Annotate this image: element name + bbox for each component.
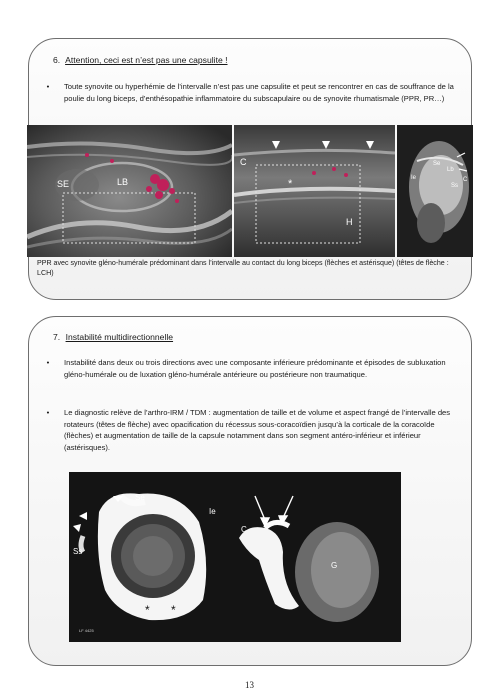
section-6-card [28,38,472,300]
section-7-bullet-2 [37,407,457,453]
section-6-number: 6. [53,55,61,65]
ct-label-c: C [241,525,247,534]
ct-label-g: G [331,561,338,570]
mri-label-c: C [463,177,468,183]
section-7-card [28,316,472,666]
arthro-ct-image [69,472,401,642]
ct-label-ss: Ss [73,547,83,556]
section-7-bullet-2-text: Le diagnostic relève de l’arthro-IRM / TDM : augmentation de taille et de volume et aspect frangé de l’intervalle des rotateurs (têtes de flèche) avec opacification du récessus sous-coracoïdien jusqu’à la corticale de la coracoïde (flèches) et augmentation de taille de la capsule notamment dans son segment antéro-inférieur et inférieur (astérisques). [64,408,451,452]
section-7-bullet-1-text: Instabilité dans deux ou trois directions avec une composante inférieure prédominante et épisodes de subluxation gléno-humérale ou de luxation gléno-humérale antérieure ou postérieure non traumatique. [64,358,446,379]
us2-label-h: H [346,217,353,227]
section-6-heading [53,55,228,65]
section-6-caption: PPR avec synovite gléno-humérale prédominant dans l’intervalle au contact du long biceps (flèches et astérisque) (têtes de flèche : LCH) [37,259,449,278]
section-6-bullet-text: Toute synovite ou hyperhémie de l’intervalle n’est pas une capsulite et peut se rencontrer en cas de souffrance de la poulie du long biceps, d’enthésopathie inflammatoire du subscapulaire ou de synovite rhumatismale (PPR, PR…) [64,82,454,103]
section-7-title: Instabilité multidirectionnelle [65,332,174,342]
section-7-number: 7. [53,332,61,342]
us2-label-c: C [240,157,247,167]
ct-stamp: LF 4425 [79,628,94,633]
us1-label-lb: LB [117,177,129,187]
mri-image [397,125,473,257]
ct-label-star-1: * [145,603,150,617]
mri-label-ie: Ie [411,175,417,181]
mri-label-se: Se [433,161,441,167]
bullet-marker: • [46,82,50,91]
ultrasound-image-1 [27,125,232,257]
us1-label-se: SE [57,179,70,189]
ultrasound-image-2 [234,125,395,257]
bullet-marker: • [46,358,50,367]
mri-label-ss: Ss [451,183,459,189]
section-7-heading [53,332,173,342]
page-number: 13 [245,680,254,690]
bullet-marker: • [46,408,50,417]
ct-label-se: Se [135,493,145,502]
section-7-bullet-1 [37,357,457,380]
mri-label-lb: Lb [447,167,454,173]
section-6-title: Attention, ceci est n’est pas une capsulite ! [65,55,228,65]
ct-label-star-2: * [171,603,176,617]
us2-label-star: * [288,178,293,190]
section-6-image-strip [27,125,473,257]
section-6-bullet [37,81,457,104]
ct-label-ie: Ie [209,507,216,516]
